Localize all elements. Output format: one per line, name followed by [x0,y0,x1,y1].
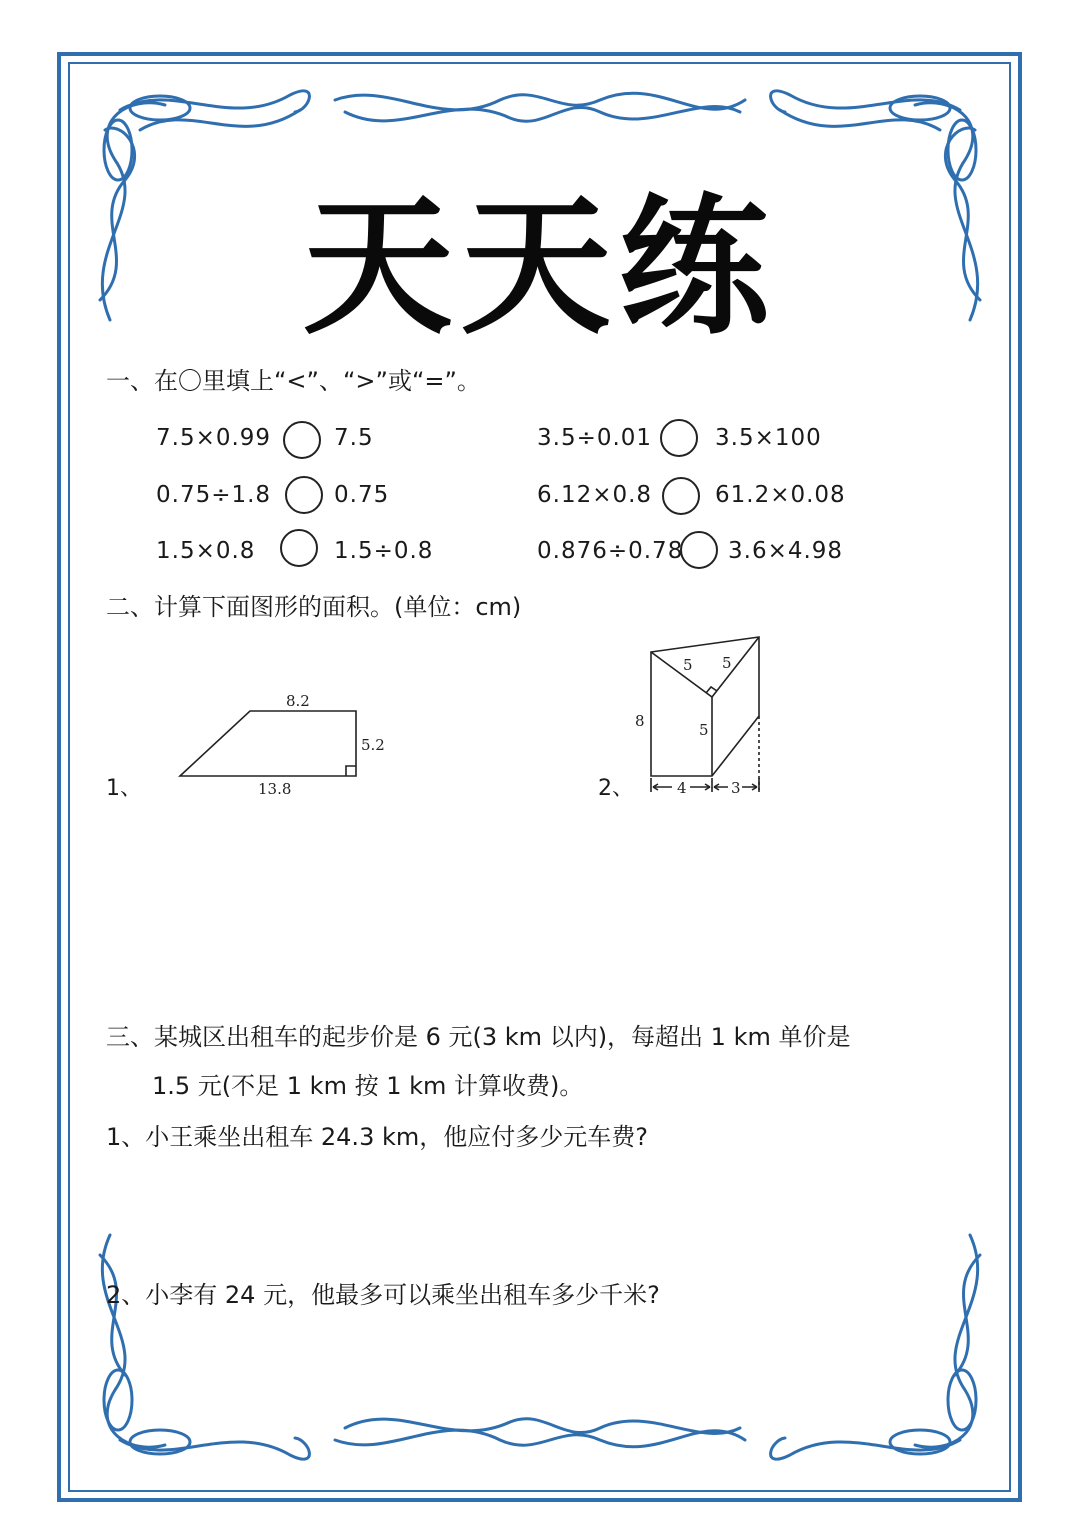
page-title: 天天练 [302,181,777,355]
trapezoid-bottom-length: 13.8 [258,780,292,798]
compare-right-expr: 0.75 [334,482,390,508]
compare-left-expr: 7.5×0.99 [156,425,272,451]
compare-right-expr: 7.5 [334,425,374,451]
base-segment-2: 3 [731,779,741,797]
compare-left-expr: 0.876÷0.78 [537,538,684,564]
compare-right-expr: 3.6×4.98 [728,538,844,564]
compare-left-expr: 0.75÷1.8 [156,482,272,508]
compare-right-expr: 61.2×0.08 [715,482,846,508]
base-segment-1: 4 [677,779,687,797]
triangle-leg-left: 5 [683,656,693,674]
section3-question2: 2、小李有 24 元，他最多可以乘坐出租车多少千米? [106,1281,660,1309]
section2-heading: 二、计算下面图形的面积。(单位：cm) [106,593,522,621]
section3-heading-line1: 三、某城区出租车的起步价是 6 元(3 km 以内)，每超出 1 km 单价是 [106,1023,851,1051]
compare-left-expr: 6.12×0.8 [537,482,653,508]
trapezoid-height: 5.2 [361,736,385,754]
triangle-leg-right: 5 [722,654,732,672]
triangle-legs [651,637,759,697]
section3-question1: 1、小王乘坐出租车 24.3 km，他应付多少元车费? [106,1123,648,1151]
compare-right-expr: 3.5×100 [715,425,822,451]
figure2-label: 2、 [598,776,634,801]
composite-side-length: 8 [635,712,645,730]
figure1-label: 1、 [106,776,142,801]
section3-heading-line2: 1.5 元(不足 1 km 按 1 km 计算收费)。 [152,1072,584,1100]
trapezoid-top-length: 8.2 [286,692,310,710]
compare-right-expr: 1.5÷0.8 [334,538,434,564]
compare-left-expr: 1.5×0.8 [156,538,256,564]
section1-heading: 一、在〇里填上“<”、“>”或“=”。 [106,367,481,395]
compare-left-expr: 3.5÷0.01 [537,425,653,451]
inner-height: 5 [699,721,709,739]
